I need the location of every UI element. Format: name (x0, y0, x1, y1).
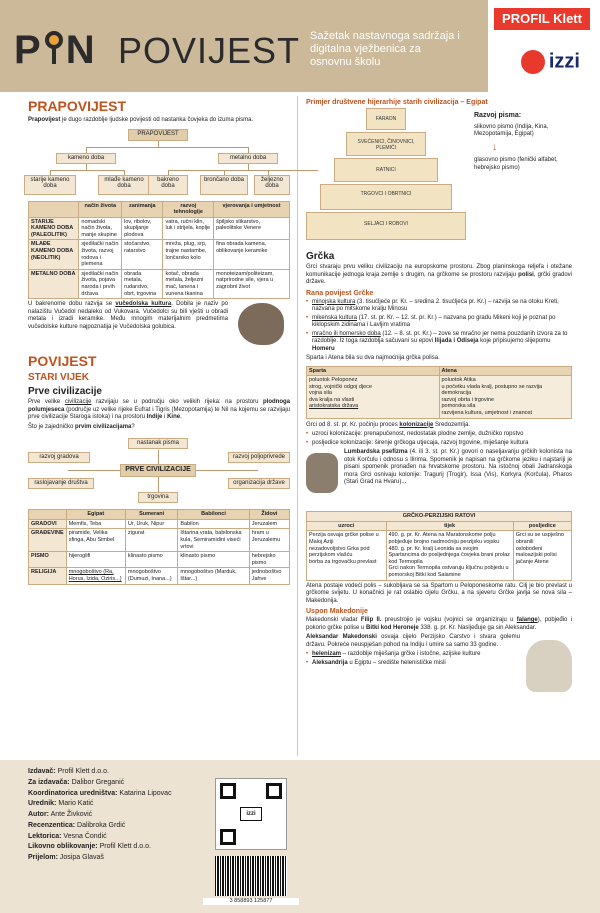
makedonija-p1: Makedonski vladar Filip II. preustrojio je vojsku (vojnici se organiziraju u falange), pobjeđio i pokorio grčke polise u Bitki kod Heroneje 338. g. pr. Kr. Nasljeđuje ga sin Aleksandar. (306, 617, 572, 631)
list-item: • posljedice kolonizacije: širenje grčkoga utjecaja, razvoj trgovine, miješanje kultura (306, 440, 572, 448)
psefizma-text: Lumbardska psefizma (4. ili 3. st. pr. Kr.) govori o naseljavanju grčkih kolonista na otok Korčulu i odnosu s Ilirima. Spomenik je napisan na grčkome jeziku i najstariji je pisani spomenik pronađen na hrvatskome prostoru. Na istočnoj obali Jadranskoga mora Grci osnivaju kolonije: Tragurij (Trogir), Issa (Vis), Korkyra (Korčula), Pharos (Stari Grad na Hvaru)... (344, 449, 572, 486)
psefizma-block (306, 449, 572, 511)
aleksandar-bust-image (526, 640, 572, 692)
prapovijest-table: način života zanimanja razvoj tehnologije vjerovanja i umjetnost STARIJE KAMENO DOBA (PALEOLITIK) nomadski način života, manje skupine lov, ribolov, skupljanje plodova vatra, ručni klin, luk i strijela, koplje špiljsko slikarstvo, paleolitske Venere MLAĐE KAMENO DOBA (NEOLITIK) sjedilački način života, razvoj rodova i plemena stočarstvo, ratarstvo mreža, plug, srp, trajne nastambe, lončarsko kolo fina obrada kamena, oblikovanje keramike METALNO DOBA sjedilački način života, pojava naroda i prvih država obrada metala, rudarstvo, obrt, trgovina kotač, obrada metala, željezni mač, lanena i vunena tkanina monoteizam/politeizam, natprirodne sile, vjera u zagrobni život (28, 201, 290, 300)
page-title: POVIJEST (118, 30, 301, 71)
vucedol-dove-image (238, 303, 284, 345)
pyramid (306, 108, 466, 240)
kolonizacija-text: Grci od 8. st. pr. Kr. počinju proces kolonizacije Sredozemlja. (306, 421, 471, 428)
tree-root: PRAPOVIJEST (128, 129, 188, 141)
footer (0, 760, 600, 913)
makedonija-list (306, 651, 520, 667)
sparta-atena-intro: Sparta i Atena bila su dva najmoćnija grčka polisa. (306, 355, 440, 361)
qr-code[interactable] (215, 778, 287, 850)
civilizacije-question: Što je zajedničko prvim civilizacijama? (28, 423, 135, 430)
right-column (306, 96, 572, 668)
list-item: • helenizam – razdoblje miješanja grčke i istočne, azijske kulture (306, 651, 520, 659)
vucedol-block (28, 301, 290, 351)
povijest-heading: POVIJEST (28, 353, 97, 370)
list-item: • minojska kultura (3. tisućljeće pr. Kr. – sredina 2. tisućljeća pr. Kr.) – razvija se na otoku Kreti, nazvana po mitskome kralju Minosu (306, 299, 572, 314)
list-item: • mračno ili homersko doba (12. – 8. st. pr. Kr.) – zove se mračno jer nema pouzdanih izvora za to razdoblje. Iz toga razdoblja sačuvani su epovi Ilijada i Odiseja koje pripisujemo slijepomu Homeru (306, 331, 572, 354)
ratovi-table: GRČKO-PERZIJSKI RATOVI uzroci tijek posljedice Perzija osvaja grčke polise u Maloj Aziji nezadovoljstvo Grka pod perzijskom vlašću borba za trgovačku prevlast 490. g. pr. Kr. Atena na Maratonskome polju pobjeđuje brojno nadmoćniju perzijsku vojsku 480. g. pr. Kr. kralj Leonida sa svojim Spartancima do posljednjega čovjeka brani prolaz kod Termopila Grci nakon Termopila ostvaruju ključnu pobjedu u pomorskoj Bitki kod Salamine Grci su se uspješno obranili oslobođeni maloazijski polisi jačanje Atene (306, 511, 572, 580)
tree-metalno: metalno doba (218, 153, 278, 164)
pyramid-level: TRGOVCI I OBRTNICI (320, 184, 452, 210)
aleksandar-block (306, 634, 572, 667)
prve-civilizacije-heading: Prve civilizacije (28, 386, 102, 398)
diagram-trgovina: trgovina (138, 492, 178, 503)
diagram-pismo: nastanak pisma (128, 438, 188, 449)
diagram-raslojavanje: raslojavanje društva (28, 478, 94, 489)
barcode-number: 3 858893 125877 (203, 898, 299, 905)
list-item: • mikenska kultura (17. st. pr. Kr. – 12. st. pr. Kr.) – nazvana po gradu Mikeni koji je poznat po kiklopskim zidinama i Lavljim vratima (306, 315, 572, 330)
table-row: MLAĐE KAMENO DOBA (NEOLITIK) sjedilački način života, razvoj rodova i plemena stočarstvo, ratarstvo mreža, plug, srp, trajne nastambe, lončarsko kolo fina obrada kamena, oblikovanje keramike (29, 240, 290, 269)
tree-starije: starije kameno doba (24, 175, 76, 195)
arrow-down-icon: ↓ (492, 141, 497, 153)
civilizacije-text: Prve velike civilizacije razvijaju se u području oko velikih rijeka: na prostoru plodnoga polumjeseca (područje uz velike rijeke Eufrat i Tigris (Mezopotamija) te Nil na kojemu se razvijaju prve civilizacije Staroga istoka) i na prostoru Indije i Kine. (28, 399, 291, 421)
atena-text: Atena postaje vodeći polis – sukobljava se sa Spartom u Peloponeskome ratu. Cilj je bio prevlast u grčkome svijetu. U konačnici je rat oslabio cijelu Grčku, a na sjeveru Grčke javlja se nova sila – Makedonija. (306, 582, 572, 604)
table-row: STARIJE KAMENO DOBA (PALEOLITIK) nomadski način života, manje skupine lov, ribolov, skupljanje plodova vatra, ručni klin, luk i strijela, koplje špiljsko slikarstvo, paleolitske Venere (29, 217, 290, 240)
prapovijest-heading: PRAPOVIJEST (28, 98, 127, 114)
hijerarhija-title: Primjer društvene hijerarhije starih civilizacija – Egipat (306, 99, 488, 106)
izzi-icon (521, 50, 545, 74)
rani-list (306, 299, 572, 354)
grcka-text: Grci stvaraju prvu veliku civilizaciju na europskome prostoru. Zbog planinskoga reljefa i otežane komunikacije jednoga kraja zemlje s drugim, na grčkome se prostoru razvijaju polisi, grčki gradovi države. (306, 264, 572, 285)
table-row: GRAĐEVINE piramide, Velika sfinga, Abu Simbel zigurat Ištarina vrata, babilonska kula, Semiramidini viseći vrtovi hram u Jeruzalemu (29, 529, 290, 552)
razvoj-pisma: Razvoj pisma: slikovno pismo (Indija, Kina, Mezopotamija, Egipat) ↓ glasovno pismo (fenički alfabet, hebrejsko pismo) (474, 112, 570, 172)
pyramid-level: FARAON (366, 108, 406, 130)
prapovijest-tree (28, 127, 290, 209)
barcode (215, 856, 287, 896)
table-row: PISMO hijeroglifi klinasto pismo klinasto pismo hebrejsko pismo (29, 552, 290, 568)
stari-vijek-heading: STARI VIJEK (28, 372, 89, 384)
pin-icon (42, 28, 66, 66)
list-item: • Aleksandrija u Egiptu – središte helenističke misli (306, 660, 520, 668)
header (0, 0, 600, 92)
hijerarhija-block (306, 108, 572, 248)
tree-zeljezno: željezno doba (254, 175, 290, 195)
izzi-qr-label: izzi (240, 807, 262, 821)
diagram-poljoprivreda: razvoj poljoprivrede (228, 452, 290, 463)
pyramid-level: SELJACI I ROBOVI (306, 212, 466, 240)
grcka-heading: Grčka (306, 251, 335, 262)
civilizacije-diagram (28, 434, 290, 506)
column-divider (297, 96, 298, 756)
table-row: METALNO DOBA sjedilački način života, pojava naroda i prvih država obrada metala, rudarstvo, obrt, trgovina kotač, obrada metala, željezni mač, lanena i vunena tkanina monoteizam/politeizam, natprirodne sile, vjera u zagrobni život (29, 269, 290, 298)
civilizacije-table: Egipat Sumerani Babilonci Židovi GRADOVI Memfis, Teba Ur, Uruk, Nipur Babilon Jeruzalem GRAĐEVINE piramide, Velika sfinga, Abu Simbel zigurat Ištarina vrata, babilonska kula, Semiramidini viseći vrtovi hram u Jeruzalemu PISMO hijeroglifi klinasto pismo klinasto pismo hebrejsko pismo RELIGIJA mnogoboštvo (Ra, Horus, Izida, Oziris...) mnogoboštvo (Dumuzi, Inana...) mnogoboštvo (Marduk, Ištar...) jednoboštvo Jahve (28, 509, 290, 584)
diagram-drzava: organizacija države (228, 478, 290, 489)
subtitle: Sažetak nastavnoga sadržaja i digitalna vježbenica za osnovnu školu (310, 30, 460, 69)
brand-box (488, 0, 600, 92)
vucedol-text: U bakrenome dobu razvija se vučedolska kultura. Dobila je naziv po nalazištu Vučedol nedaleko od Vukovara. Vučedolci su bili vješti u obradi metala i izradi keramike. Među mnogim materijalnim predmetima vučedolske kulture najpoznatija je Vučedolska golubica. (28, 301, 229, 330)
pyramid-level: RATNICI (334, 158, 438, 182)
tree-kameno: kameno doba (56, 153, 116, 164)
profil-klett-logo[interactable]: PROFIL Klett (494, 8, 590, 30)
psefizma-stone-image (306, 453, 338, 493)
tree-bakreno: bakreno doba (148, 175, 188, 195)
prapovijest-intro: Prapovijest je dugo razdoblje ljudske povijesti od nastanka čovjeka do izuma pisma. (28, 117, 254, 123)
sparta-atena-table: Sparta Atena poluotok Peloponez strog, vojnički odgoj djece vojna sila dva kralja na vlasti aristokratska država poluotok Atika u početku vlada kralj, postupno se razvija demokracija razvoj obrta i trgovine pomorska sila razvijena kultura, umjetnost i znanost (306, 366, 572, 419)
tree-mladje: mlađe kameno doba (98, 175, 150, 195)
table-row: RELIGIJA mnogoboštvo (Ra, Horus, Izida, Oziris...) mnogoboštvo (Dumuzi, Inana...) mnogoboštvo (Marduk, Ištar...) jednoboštvo Jahve (29, 568, 290, 584)
kolonizacija-list (306, 431, 572, 447)
makedonija-p2: Aleksandar Makedonski osvaja cijelo Perzijsko Carstvo i stvara golemu državu. Pokreće neuspješan pohod na Indiju i umire sa samo 33 godine. (306, 634, 520, 648)
rani-heading: Rana povijest Grčke (306, 289, 374, 297)
table-row: GRADOVI Memfis, Teba Ur, Uruk, Nipur Babilon Jeruzalem (29, 519, 290, 529)
impressum: Izdavač: Profil Klett d.o.o. Za izdavača: Dalibor Greganić Koordinatorica uredništva: Katarina Lipovac Urednik: Mario Katić Autor: Ante Živković Recenzentica: Dalibroka Grdić Lektorica: Vesna Čondić Likovno oblikovanje: Profil Klett d.o.o. Prijelom: Josipa Glavaš (28, 768, 172, 861)
makedonija-heading: Uspon Makedonije (306, 608, 368, 615)
diagram-center: PRVE CIVILIZACIJE (120, 464, 196, 477)
pyramid-level: SVEĆENICI, ČINOVNICI, PLEMIĆI (346, 132, 426, 156)
tree-broncano: brončano doba (200, 175, 248, 195)
left-column (28, 96, 290, 585)
list-item: • uzroci kolonizacije: prenapučenost, nedostatak plodne zemlje, dužničko ropstvo (306, 431, 572, 439)
diagram-gradovi: razvoj gradova (28, 452, 90, 463)
izzi-logo[interactable]: izzi (521, 50, 580, 74)
pin-logo: P N (14, 28, 96, 72)
